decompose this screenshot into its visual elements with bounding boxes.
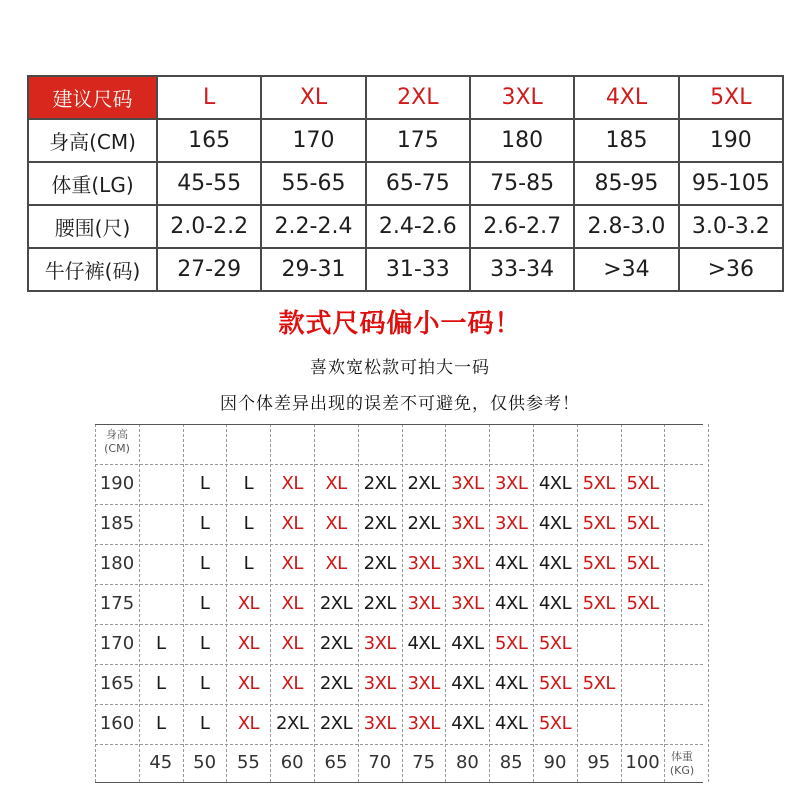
size-cell: XL [281, 513, 303, 534]
weight-axis-title-line: 体重 [671, 750, 693, 763]
table-cell: 165 [157, 119, 261, 162]
size-cell: XL [325, 513, 347, 534]
table-cell: >36 [679, 248, 783, 291]
size-cell: XL [281, 673, 303, 694]
height-label: 165 [99, 673, 135, 694]
height-label: 190 [99, 473, 135, 494]
table-cell: 95-105 [679, 162, 783, 205]
table-cell: 31-33 [366, 248, 470, 291]
size-cell: 2XL [407, 513, 440, 534]
height-label: 170 [99, 633, 135, 654]
size-cell: 3XL [495, 473, 528, 494]
size-cell: L [243, 513, 254, 534]
grid-vertical-line [708, 424, 709, 782]
table-cell: 2.4-2.6 [366, 205, 470, 248]
size-cell: 5XL [582, 593, 615, 614]
size-cell: 5XL [582, 553, 615, 574]
size-cell: 4XL [495, 713, 528, 734]
table-cell: 85-95 [574, 162, 678, 205]
table-cell: 65-75 [366, 162, 470, 205]
loose-fit-note: 喜欢宽松款可拍大一码 [310, 358, 490, 378]
table-cell: 2.6-2.7 [470, 205, 574, 248]
size-cell: 5XL [538, 673, 572, 694]
size-cell: 4XL [538, 553, 572, 574]
size-header-cell: 3XL [470, 76, 574, 119]
size-cell: 5XL [582, 473, 615, 494]
size-cell: 3XL [407, 713, 440, 734]
size-cell: 5XL [582, 673, 615, 694]
size-cell: L [199, 513, 210, 534]
size-cell: XL [237, 593, 260, 614]
table-cell: 180 [470, 119, 574, 162]
table-cell: 185 [574, 119, 678, 162]
weight-label: 100 [625, 752, 660, 773]
weight-label: 45 [149, 752, 173, 773]
row-label: 体重(LG) [28, 162, 157, 205]
size-cell: XL [281, 473, 303, 494]
table-cell: 170 [261, 119, 365, 162]
size-warning-headline: 款式尺码偏小一码！ [278, 309, 522, 339]
size-cell: 5XL [582, 513, 615, 534]
size-cell: 4XL [451, 633, 484, 654]
size-cell: L [199, 553, 210, 574]
size-cell: 3XL [495, 513, 528, 534]
size-cell: 2XL [276, 713, 309, 734]
table-cell: >34 [574, 248, 678, 291]
height-label: 160 [99, 713, 135, 734]
size-cell: 3XL [407, 553, 440, 574]
size-header-cell: 4XL [574, 76, 678, 119]
size-cell: L [156, 633, 166, 654]
height-axis-title [95, 428, 139, 456]
size-cell: 5XL [626, 593, 659, 614]
weight-label: 75 [412, 752, 436, 773]
size-cell: 2XL [319, 633, 353, 654]
size-header-cell: XL [261, 76, 365, 119]
weight-axis-unit: (KG) [669, 764, 695, 777]
row-label: 腰围(尺) [28, 205, 157, 248]
size-cell: 4XL [538, 513, 572, 534]
size-cell: 3XL [451, 593, 484, 614]
size-cell: L [199, 673, 210, 694]
row-label: 身高(CM) [28, 119, 157, 162]
weight-label: 65 [324, 752, 348, 773]
size-header-cell: 2XL [366, 76, 470, 119]
size-cell: L [199, 633, 210, 654]
size-cell: 2XL [319, 673, 353, 694]
recommended-size-header: 建议尺码 [28, 76, 157, 119]
size-cell: 3XL [407, 593, 440, 614]
size-cell: XL [237, 713, 260, 734]
table-cell: 190 [679, 119, 783, 162]
weight-label: 85 [499, 752, 523, 773]
size-cell: 2XL [363, 553, 396, 574]
size-header-cell: 5XL [679, 76, 783, 119]
size-cell: 5XL [626, 473, 659, 494]
size-cell: 2XL [319, 593, 353, 614]
size-cell: 5XL [626, 553, 659, 574]
size-cell: XL [237, 673, 260, 694]
table-cell: 2.0-2.2 [157, 205, 261, 248]
height-label: 185 [99, 513, 135, 534]
height-axis-title-line: 身高 [106, 428, 128, 441]
height-label: 175 [99, 593, 135, 614]
size-cell: 5XL [626, 513, 659, 534]
table-cell: 27-29 [157, 248, 261, 291]
size-cell: 4XL [495, 673, 528, 694]
size-cell: 2XL [363, 473, 396, 494]
size-cell: XL [281, 593, 303, 614]
size-cell: 2XL [363, 593, 396, 614]
height-label: 180 [99, 553, 135, 574]
size-cell: 3XL [451, 513, 484, 534]
table-cell: 75-85 [470, 162, 574, 205]
table-cell: 33-34 [470, 248, 574, 291]
size-cell: XL [325, 473, 347, 494]
size-cell: 4XL [451, 673, 484, 694]
weight-label: 55 [236, 752, 260, 773]
size-cell: 2XL [363, 513, 396, 534]
disclaimer-note: 因个体差异出现的误差不可避免，仅供参考！ [220, 394, 580, 414]
size-cell: L [156, 713, 166, 734]
height-axis-unit: (CM) [104, 442, 130, 455]
size-cell: 5XL [538, 633, 572, 654]
size-header-cell: L [157, 76, 261, 119]
weight-label: 70 [368, 752, 392, 773]
table-cell: 2.8-3.0 [574, 205, 678, 248]
size-cell: 2XL [319, 713, 353, 734]
size-cell: XL [237, 633, 260, 654]
weight-axis-title [660, 750, 704, 778]
size-cell: XL [281, 553, 303, 574]
size-cell: 3XL [451, 473, 484, 494]
size-cell: 5XL [538, 713, 572, 734]
weight-label: 90 [543, 752, 567, 773]
size-cell: L [199, 713, 210, 734]
size-cell: L [199, 593, 210, 614]
weight-label: 80 [455, 752, 479, 773]
size-cell: L [243, 473, 254, 494]
table-cell: 2.2-2.4 [261, 205, 365, 248]
size-cell: 4XL [451, 713, 484, 734]
size-cell: L [243, 553, 254, 574]
size-cell: 4XL [538, 473, 572, 494]
size-cell: 4XL [407, 633, 440, 654]
size-cell: XL [325, 553, 347, 574]
size-cell: 4XL [495, 553, 528, 574]
size-cell: XL [281, 633, 303, 654]
weight-label: 60 [280, 752, 304, 773]
size-cell: 3XL [363, 633, 396, 654]
size-cell: 3XL [407, 673, 440, 694]
grid-horizontal-line [95, 424, 703, 425]
size-cell: 3XL [363, 713, 396, 734]
table-cell: 45-55 [157, 162, 261, 205]
weight-label: 95 [587, 752, 611, 773]
row-label: 牛仔裤(码) [28, 248, 157, 291]
size-cell: L [156, 673, 166, 694]
size-cell: 3XL [451, 553, 484, 574]
table-cell: 55-65 [261, 162, 365, 205]
size-cell: 3XL [363, 673, 396, 694]
weight-label: 50 [193, 752, 217, 773]
size-cell: L [199, 473, 210, 494]
table-cell: 3.0-3.2 [679, 205, 783, 248]
size-cell: 2XL [407, 473, 440, 494]
size-cell: 4XL [495, 593, 528, 614]
size-cell: 5XL [495, 633, 528, 654]
table-cell: 29-31 [261, 248, 365, 291]
size-cell: 4XL [538, 593, 572, 614]
table-cell: 175 [366, 119, 470, 162]
